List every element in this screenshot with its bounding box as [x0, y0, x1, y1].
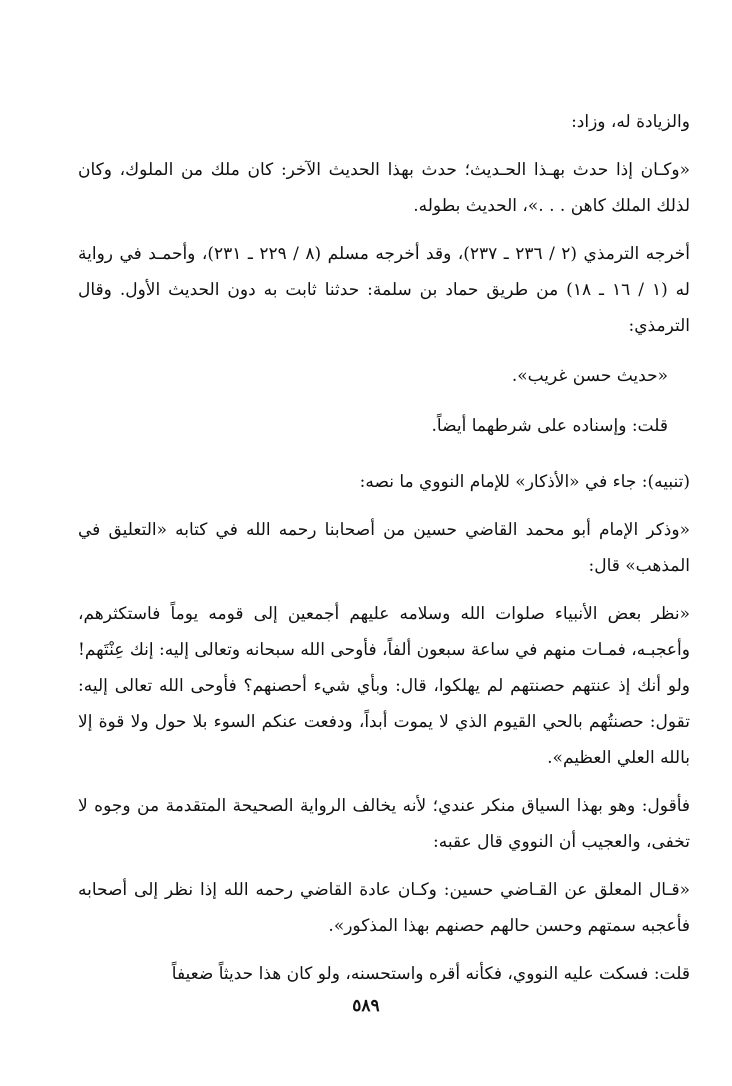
paragraph-prophet-story: «نظر بعض الأنبياء صلوات الله وسلامه عليهم أجمعين إلى قومه يوماً فاستكثرهم، وأعجبـه، فمـات منهم في ساعة سبعون ألفاً، فأوحى الله سبحانه وتعالى إليه: إنك عِنْتَهم! ولو أنك إذ عنتهم حصنتهم لم يهلكوا، قال: وبأي شيء أحصنهم؟ فأوحى الله تعالى إليه: تقول: حصنتُهم بالحي القيوم الذي لا يموت أبداً، ودفعت عنكم السوء بلا حول ولا قوة إلا بالله العلي العظيم».	[78, 604, 690, 768]
paragraph-adhkar-quote: «وذكر الإمام أبو محمد القاضي حسين من أصحابنا رحمه الله في كتابه «التعليق في المذهب» قال:	[78, 520, 690, 576]
paragraph-tirmidhi-grade: «حديث حسن غريب».	[511, 366, 668, 386]
paragraph-hadith-quote: «وكـان إذا حدث بهـذا الحـديث؛ حدث بهذا الحديث الآخر: كان ملك من الملوك، وكان لذلك الملك كاهن . . .»، الحديث بطوله.	[78, 160, 690, 216]
page-number: ٥٨٩	[352, 996, 380, 1016]
paragraph-takhrij: أخرجه الترمذي (٢ / ٢٣٦ ـ ٢٣٧)، وقد أخرجه مسلم (٨ / ٢٢٩ ـ ٢٣١)، وأحمـد في رواية له (١ / ١٦ ـ ١٨) من طريق حماد بن سلمة: حدثنا ثابت به دون الحديث الأول. وقال الترمذي:	[78, 244, 690, 336]
paragraph-muallaq-quote: «قـال المعلق عن القـاضي حسين: وكـان عادة القاضي رحمه الله إذا نظر إلى أصحابه فأعجبه سمتهم وحسن حالهم حصنهم بهذا المذكور».	[78, 880, 690, 936]
paragraph-closing: قلت: فسكت عليه النووي، فكأنه أقره واستحسنه، ولو كان هذا حديثاً ضعيفاً	[171, 964, 690, 984]
page-body	[78, 104, 690, 992]
paragraph-intro: والزيادة له، وزاد:	[571, 112, 690, 132]
paragraph-isnad-note: قلت: وإسناده على شرطهما أيضاً.	[431, 416, 668, 436]
paragraph-tanbih: (تنبيه): جاء في «الأذكار» للإمام النووي ما نصه:	[359, 472, 690, 492]
paragraph-author-comment: فأقول: وهو بهذا السياق منكر عندي؛ لأنه يخالف الرواية الصحيحة المتقدمة من وجوه لا تخفى، والعجيب أن النووي قال عقبه:	[78, 796, 690, 852]
